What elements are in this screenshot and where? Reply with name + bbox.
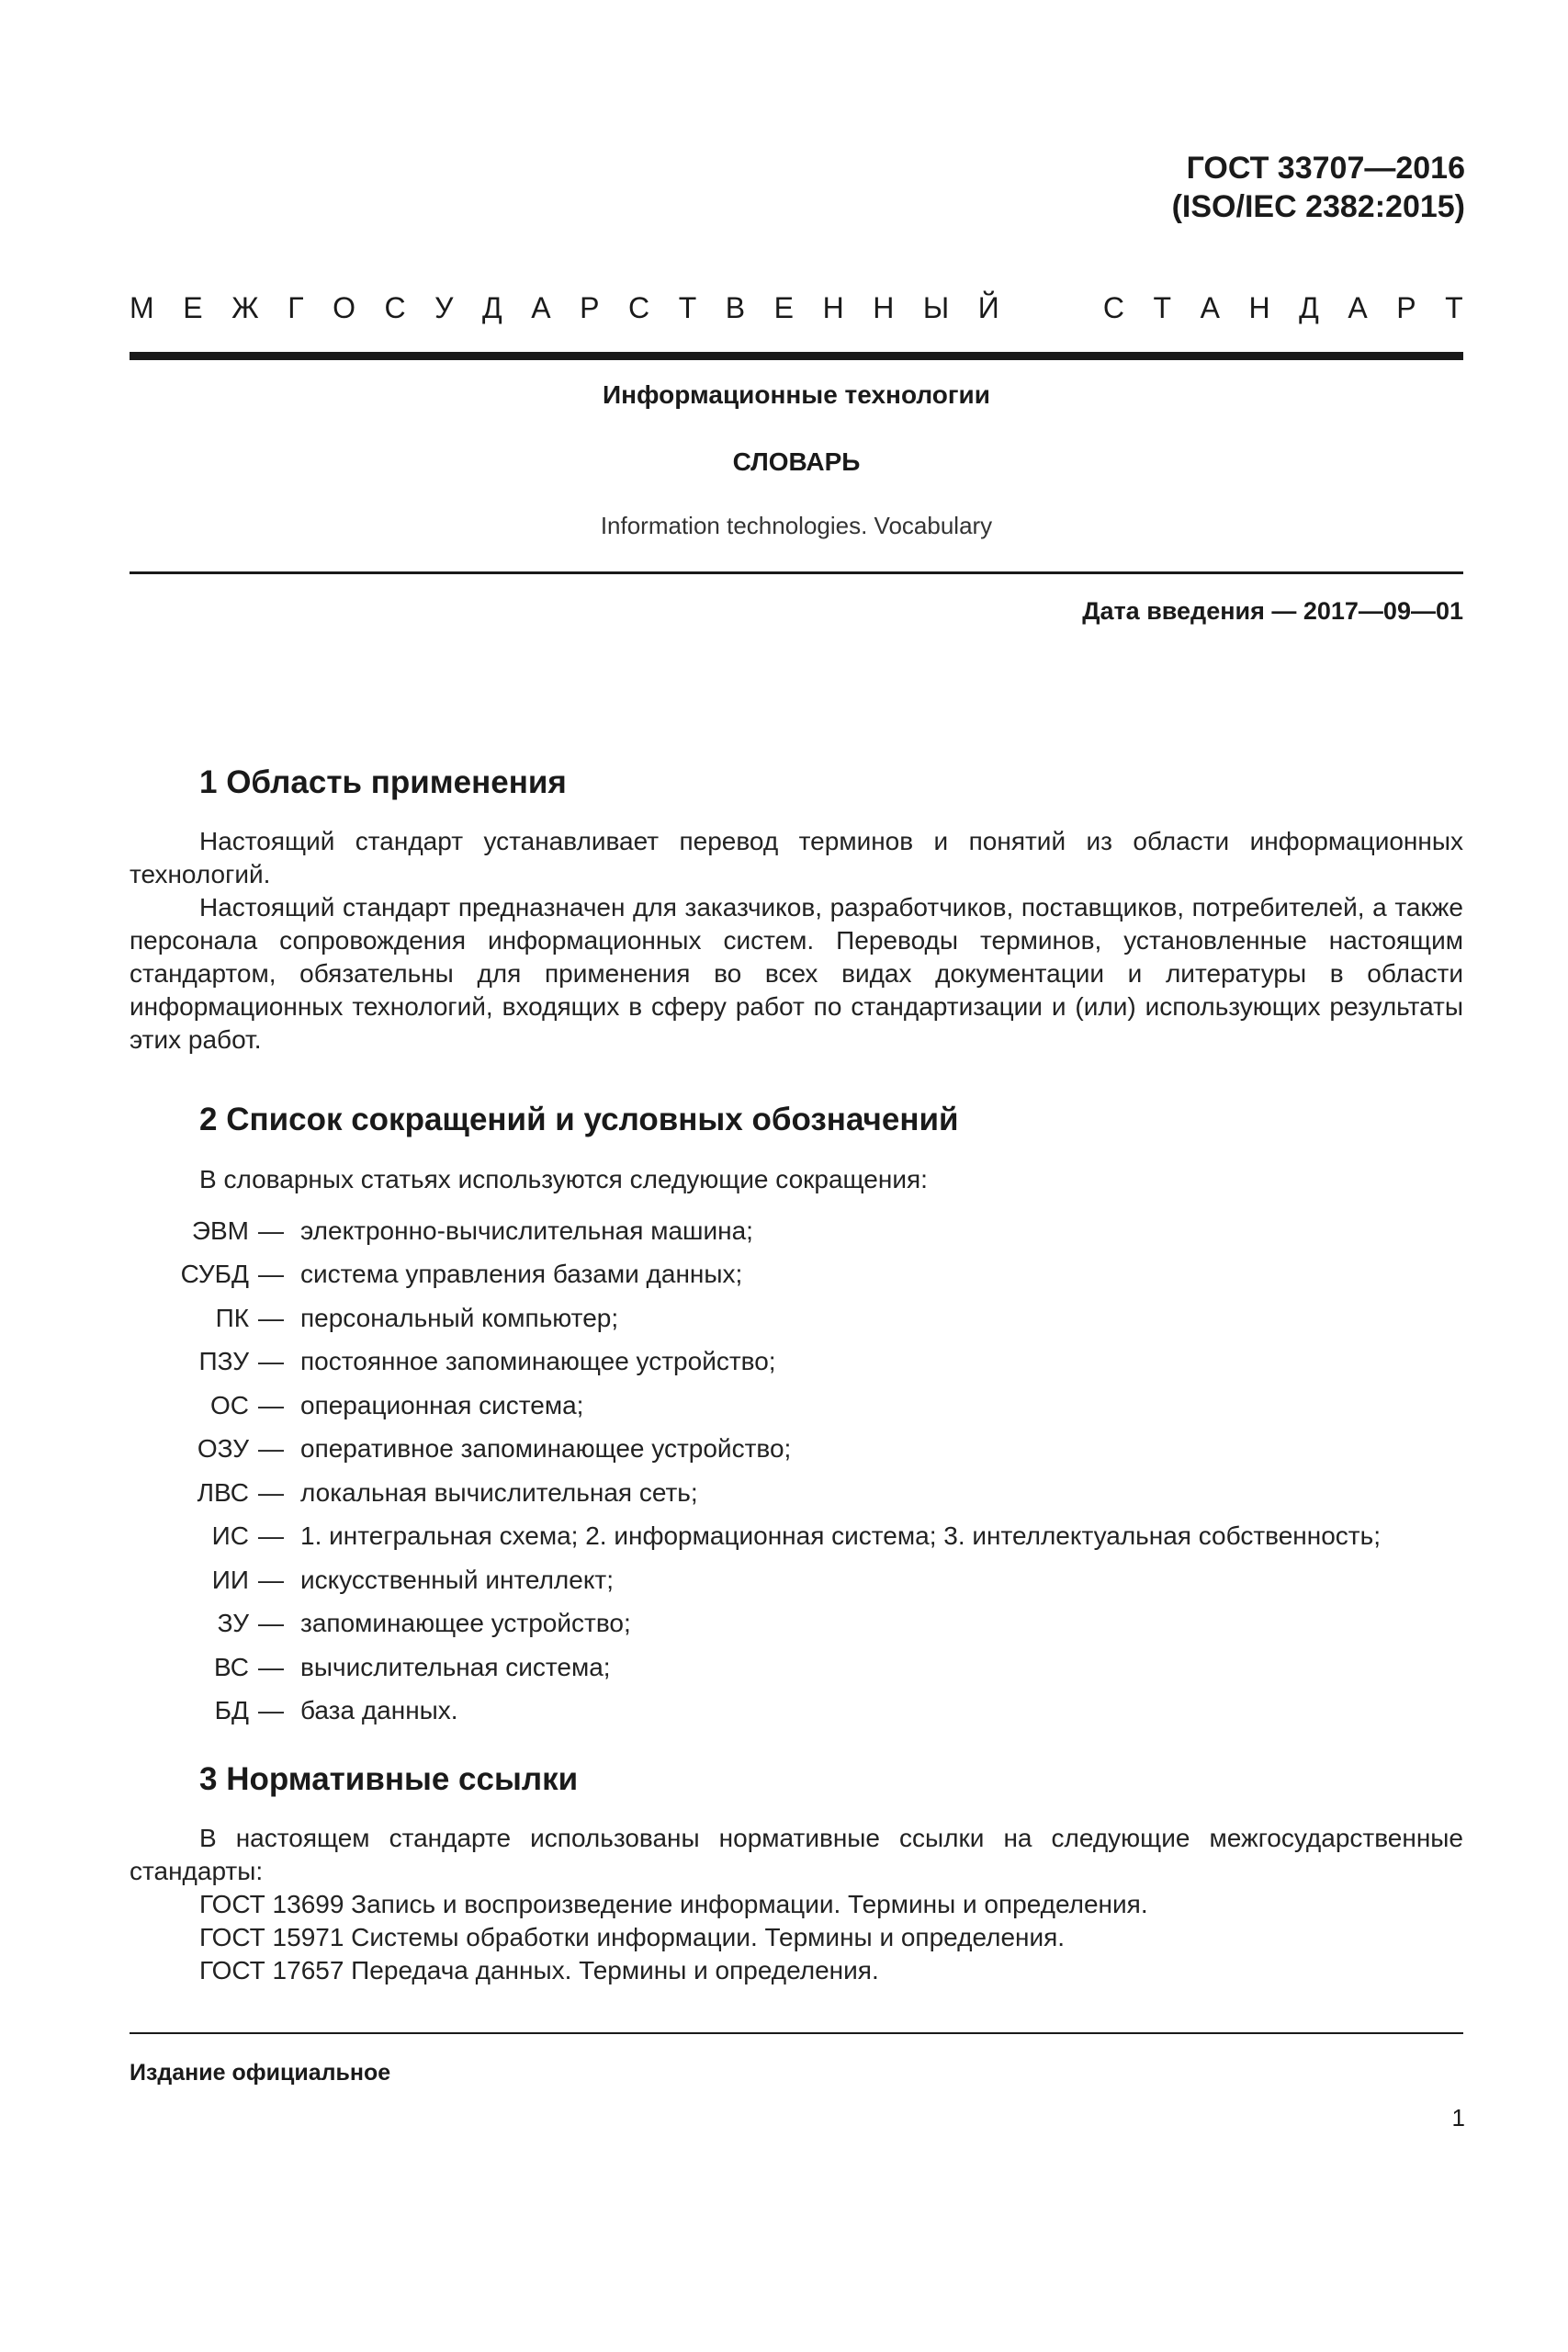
- list-item: [130, 1340, 1471, 1385]
- letter: Й: [977, 290, 999, 324]
- letter: В: [725, 290, 746, 324]
- dash: —: [258, 1216, 284, 1245]
- abbreviation-code: СУБД: [180, 1260, 249, 1289]
- abbreviation-definition: система управления базами данных;: [300, 1260, 743, 1289]
- abbreviations-list: [130, 1209, 1471, 1733]
- letter: Н: [1248, 290, 1270, 324]
- dash: —: [258, 1652, 284, 1681]
- list-item: [130, 1384, 1471, 1428]
- letter: Г: [288, 290, 304, 324]
- introduction-date: Дата введения — 2017—09—01: [1082, 597, 1463, 625]
- abbreviation-code: ОС: [210, 1390, 249, 1419]
- letter: Н: [822, 290, 844, 324]
- abbreviation-definition: постоянное запоминающее устройство;: [300, 1347, 776, 1376]
- abbreviation-definition: искусственный интеллект;: [300, 1565, 614, 1594]
- paragraph-text: Настоящий стандарт предназначен для заказчиков, разработчиков, поставщиков, потребителей, а также персонала сопровождения информационных систем. Переводы терминов, установленные настоящим стандартом, обязательны для применения во всех видах документации и литературы в области информационных технологий, входящих в сферу работ по стандартизации и (или) использующих результаты этих работ.: [130, 893, 1463, 1054]
- list-item: [130, 1471, 1471, 1515]
- section-1-heading: 1 Область применения: [199, 764, 567, 800]
- reference-item: ГОСТ 17657 Передача данных. Термины и определения.: [199, 1956, 879, 1984]
- doc-code-line1: ГОСТ 33707—2016: [1186, 151, 1465, 186]
- title-divider: [130, 571, 1463, 574]
- dash: —: [258, 1390, 284, 1419]
- abbreviation-code: ЭВМ: [191, 1216, 249, 1245]
- letter: С: [628, 290, 650, 324]
- edition-label: Издание официальное: [130, 2060, 391, 2086]
- page-number: 1: [1451, 2104, 1465, 2132]
- abbreviation-code: ЗУ: [217, 1609, 249, 1638]
- letter: Р: [580, 290, 600, 324]
- abbreviation-code: ИИ: [211, 1565, 249, 1594]
- list-item: [130, 1690, 1471, 1734]
- abbreviation-code: ИС: [211, 1521, 249, 1551]
- header-divider: [130, 352, 1463, 360]
- list-item: [130, 1253, 1471, 1297]
- dash: —: [258, 1521, 284, 1551]
- english-title: Information technologies. Vocabulary: [600, 512, 993, 539]
- abbreviation-definition: локальная вычислительная сеть;: [300, 1477, 698, 1507]
- abbreviation-code: ПК: [215, 1303, 249, 1332]
- abbreviation-definition: электронно-вычислительная машина;: [300, 1216, 753, 1245]
- dash: —: [258, 1609, 284, 1638]
- list-item: [130, 1296, 1471, 1340]
- letter: У: [434, 290, 454, 324]
- letter: А: [531, 290, 551, 324]
- letter: Е: [773, 290, 795, 324]
- dash: —: [258, 1434, 284, 1464]
- letter: Е: [183, 290, 203, 324]
- letter: О: [333, 290, 355, 324]
- abbreviation-definition: 1. интегральная схема; 2. информационная система; 3. интеллектуальная собственность;: [300, 1521, 1381, 1551]
- letter: С: [384, 290, 406, 324]
- dash: —: [258, 1696, 284, 1725]
- reference-item: ГОСТ 15971 Системы обработки информации. Термины и определения.: [199, 1923, 1066, 1951]
- footer-divider: [130, 2032, 1463, 2034]
- list-item: [130, 1645, 1471, 1690]
- letter: Ы: [922, 290, 950, 324]
- doc-code-line2: (ISO/IEC 2382:2015): [1171, 189, 1465, 224]
- letter: Д: [1299, 290, 1319, 324]
- abbreviations-intro: В словарных статьях используются следующие сокращения:: [199, 1165, 928, 1193]
- section-3-heading: 3 Нормативные ссылки: [199, 1761, 579, 1797]
- list-item: [130, 1428, 1471, 1472]
- abbreviation-definition: персональный компьютер;: [300, 1303, 619, 1332]
- letter: Т: [1445, 290, 1463, 324]
- list-item: [130, 1602, 1471, 1646]
- references-intro: [130, 1822, 1463, 1888]
- abbreviation-definition: оперативное запоминающее устройство;: [300, 1434, 792, 1464]
- abbreviation-definition: база данных.: [300, 1696, 458, 1725]
- letter: С: [1102, 290, 1124, 324]
- dash: —: [258, 1565, 284, 1594]
- paragraph-text: Настоящий стандарт устанавливает перевод терминов и понятий из области информационных технологий.: [130, 827, 1463, 888]
- dash: —: [258, 1477, 284, 1507]
- normative-references: [130, 1822, 1463, 1987]
- abbreviation-code: ЛВС: [197, 1477, 249, 1507]
- abbreviation-definition: вычислительная система;: [300, 1652, 611, 1681]
- letter: А: [1348, 290, 1368, 324]
- letter: Н: [873, 290, 895, 324]
- standard-type-heading: [130, 288, 1463, 327]
- document-title: Информационные технологии: [603, 380, 990, 409]
- letter: А: [1200, 290, 1220, 324]
- abbreviation-code: ОЗУ: [197, 1434, 249, 1464]
- document-code: [1172, 149, 1465, 226]
- letter: Т: [678, 290, 697, 324]
- list-item: [130, 1558, 1471, 1602]
- letter: Р: [1396, 290, 1416, 324]
- dash: —: [258, 1303, 284, 1332]
- abbreviation-code: ВС: [214, 1652, 249, 1681]
- letter: Ж: [231, 290, 259, 324]
- reference-item: ГОСТ 13699 Запись и воспроизведение информации. Термины и определения.: [199, 1890, 1148, 1918]
- list-item: [130, 1209, 1471, 1253]
- dash: —: [258, 1260, 284, 1289]
- abbreviation-code: БД: [214, 1696, 249, 1725]
- abbreviation-definition: операционная система;: [300, 1390, 584, 1419]
- paragraph-text: В настоящем стандарте использованы нормативные ссылки на следующие межгосударственные стандарты:: [130, 1824, 1463, 1885]
- abbreviation-code: ПЗУ: [198, 1347, 249, 1376]
- section-1-paragraph-1: [130, 825, 1463, 891]
- dash: —: [258, 1347, 284, 1376]
- abbreviation-definition: запоминающее устройство;: [300, 1609, 631, 1638]
- document-subtitle: СЛОВАРЬ: [732, 447, 861, 476]
- section-2-heading: 2 Список сокращений и условных обозначений: [199, 1102, 959, 1137]
- letter: Т: [1153, 290, 1172, 324]
- letter: М: [130, 290, 154, 324]
- letter: Д: [482, 290, 502, 324]
- list-item: [130, 1515, 1471, 1559]
- section-1-paragraph-2: [130, 891, 1463, 1057]
